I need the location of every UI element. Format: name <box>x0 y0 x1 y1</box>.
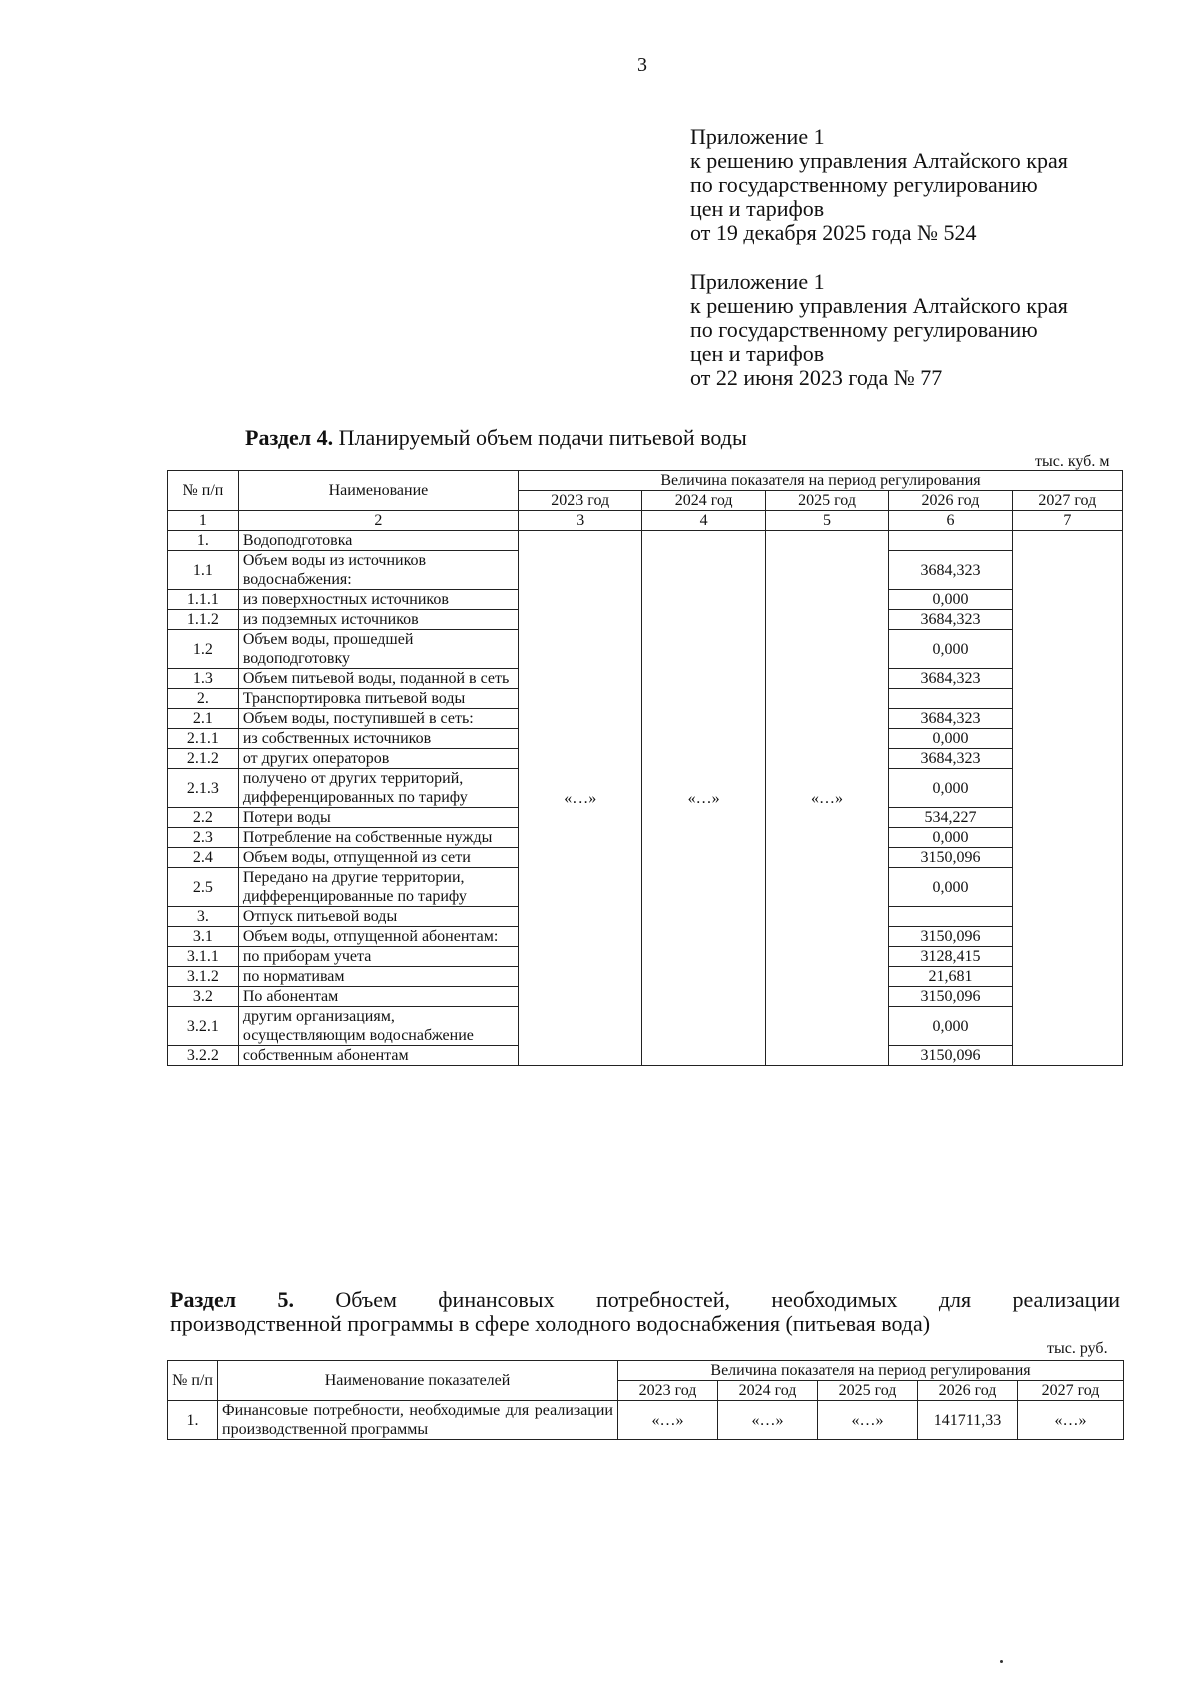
section-5-units: тыс. руб. <box>1047 1340 1108 1357</box>
row-name: из подземных источников <box>238 610 518 630</box>
value-2026 <box>889 531 1012 551</box>
value-2026: 0,000 <box>889 1007 1012 1046</box>
header-year: 2027 год <box>1012 491 1122 511</box>
value-2026: 3150,096 <box>889 927 1012 947</box>
page-number: 3 <box>637 54 647 76</box>
row-num: 2.1.1 <box>168 729 239 749</box>
row-name: Объем воды, поступившей в сеть: <box>238 709 518 729</box>
value-2024-placeholder: «…» <box>642 531 765 1066</box>
appendix-line: Приложение 1 <box>690 124 825 149</box>
header-num: № п/п <box>168 1361 218 1401</box>
row-num: 1.1.2 <box>168 610 239 630</box>
value-2026: 3150,096 <box>889 987 1012 1007</box>
row-name: Объем воды, отпущенной из сети <box>238 848 518 868</box>
table-row <box>168 1401 1124 1440</box>
row-num: 3.2.2 <box>168 1046 239 1066</box>
header-year: 2025 год <box>765 491 888 511</box>
row-num: 2.1.2 <box>168 749 239 769</box>
column-number: 4 <box>642 511 765 531</box>
row-name: другим организациям, осуществляющим водоснабжение <box>238 1007 518 1046</box>
value-2026: 3684,323 <box>889 551 1012 590</box>
column-number: 1 <box>168 511 239 531</box>
row-name: Отпуск питьевой воды <box>238 907 518 927</box>
header-year: 2023 год <box>618 1381 718 1401</box>
column-number: 7 <box>1012 511 1122 531</box>
row-name: По абонентам <box>238 987 518 1007</box>
row-num: 1. <box>168 1401 218 1440</box>
value-2026: 0,000 <box>889 590 1012 610</box>
row-name: Потребление на собственные нужды <box>238 828 518 848</box>
value-2026: 3684,323 <box>889 610 1012 630</box>
scan-speck <box>1000 1660 1003 1663</box>
row-num: 2.5 <box>168 868 239 907</box>
value-2026: 0,000 <box>889 828 1012 848</box>
value-2025: «…» <box>818 1401 918 1440</box>
row-num: 1.3 <box>168 669 239 689</box>
section-5-heading-line2: производственной программы в сфере холодного водоснабжения (питьевая вода) <box>170 1311 931 1336</box>
value-2026 <box>889 689 1012 709</box>
header-num: № п/п <box>168 471 239 511</box>
water-volume-table <box>167 470 1123 1066</box>
value-2026: 3684,323 <box>889 669 1012 689</box>
value-2026 <box>889 907 1012 927</box>
row-name: из собственных источников <box>238 729 518 749</box>
row-num: 2.1.3 <box>168 769 239 808</box>
value-2026: 0,000 <box>889 868 1012 907</box>
financial-needs-table <box>167 1360 1124 1440</box>
value-2026: 21,681 <box>889 967 1012 987</box>
row-num: 3. <box>168 907 239 927</box>
appendix-note-current <box>690 125 1170 245</box>
row-name: Объем воды из источников водоснабжения: <box>238 551 518 590</box>
value-2026: 3150,096 <box>889 1046 1012 1066</box>
appendix-line: по государственному регулированию <box>690 172 1038 197</box>
header-year: 2026 год <box>918 1381 1018 1401</box>
column-number: 5 <box>765 511 888 531</box>
row-name: получено от других территорий, дифференцированных по тарифу <box>238 769 518 808</box>
row-num: 2.2 <box>168 808 239 828</box>
water-volume-table-body <box>168 531 1123 1066</box>
section-4-label: Раздел 4. <box>245 425 334 450</box>
value-2023-placeholder: «…» <box>519 531 642 1066</box>
header-year: 2027 год <box>1018 1381 1124 1401</box>
column-number: 6 <box>889 511 1012 531</box>
appendix-line: к решению управления Алтайского края <box>690 293 1068 318</box>
value-2026: 0,000 <box>889 769 1012 808</box>
row-num: 1.1 <box>168 551 239 590</box>
row-name: Финансовые потребности, необходимые для реализации производственной программы <box>218 1401 618 1440</box>
header-year: 2023 год <box>519 491 642 511</box>
header-year: 2025 год <box>818 1381 918 1401</box>
value-2026: 3684,323 <box>889 709 1012 729</box>
value-2026: 3684,323 <box>889 749 1012 769</box>
row-name: собственным абонентам <box>238 1046 518 1066</box>
value-2027: «…» <box>1018 1401 1124 1440</box>
value-2025-placeholder: «…» <box>765 531 888 1066</box>
header-year: 2024 год <box>642 491 765 511</box>
row-num: 3.2.1 <box>168 1007 239 1046</box>
row-name: Водоподготовка <box>238 531 518 551</box>
value-2026: 3128,415 <box>889 947 1012 967</box>
section-5-title <box>170 1288 1120 1336</box>
row-num: 2.4 <box>168 848 239 868</box>
header-name: Наименование <box>238 471 518 511</box>
row-num: 1.1.1 <box>168 590 239 610</box>
row-num: 2. <box>168 689 239 709</box>
value-2026: 0,000 <box>889 630 1012 669</box>
header-year: 2024 год <box>718 1381 818 1401</box>
row-name: по приборам учета <box>238 947 518 967</box>
appendix-line: по государственному регулированию <box>690 317 1038 342</box>
row-num: 3.1 <box>168 927 239 947</box>
value-2023: «…» <box>618 1401 718 1440</box>
row-num: 3.1.2 <box>168 967 239 987</box>
value-2024: «…» <box>718 1401 818 1440</box>
row-name: Объем воды, прошедшей водоподготовку <box>238 630 518 669</box>
row-num: 3.2 <box>168 987 239 1007</box>
row-num: 1.2 <box>168 630 239 669</box>
appendix-line: цен и тарифов <box>690 341 825 366</box>
value-2027-empty <box>1012 531 1122 1066</box>
appendix-line: цен и тарифов <box>690 196 825 221</box>
section-4-title <box>245 425 747 451</box>
row-num: 2.3 <box>168 828 239 848</box>
appendix-line: от 22 июня 2023 года № 77 <box>690 365 943 390</box>
header-period: Величина показателя на период регулирования <box>618 1361 1124 1381</box>
row-name: Потери воды <box>238 808 518 828</box>
row-num: 2.1 <box>168 709 239 729</box>
value-2026: 534,227 <box>889 808 1012 828</box>
row-name: по нормативам <box>238 967 518 987</box>
section-5-heading-line1: Объем финансовых потребностей, необходимых для реализации <box>293 1287 1120 1312</box>
header-year: 2026 год <box>889 491 1012 511</box>
value-2026: 0,000 <box>889 729 1012 749</box>
table-row <box>168 531 1123 551</box>
row-name: от других операторов <box>238 749 518 769</box>
row-name: Объем воды, отпущенной абонентам: <box>238 927 518 947</box>
row-name: Передано на другие территории, дифференцированные по тарифу <box>238 868 518 907</box>
row-name: из поверхностных источников <box>238 590 518 610</box>
appendix-line: Приложение 1 <box>690 269 825 294</box>
appendix-note-original <box>690 270 1170 390</box>
column-number: 3 <box>519 511 642 531</box>
section-4-units: тыс. куб. м <box>1035 453 1110 470</box>
row-name: Транспортировка питьевой воды <box>238 689 518 709</box>
appendix-line: к решению управления Алтайского края <box>690 148 1068 173</box>
value-2026: 3150,096 <box>889 848 1012 868</box>
value-2026: 141711,33 <box>918 1401 1018 1440</box>
header-name: Наименование показателей <box>218 1361 618 1401</box>
column-number: 2 <box>238 511 518 531</box>
section-5-label: Раздел 5. <box>170 1287 294 1312</box>
section-4-heading: Планируемый объем подачи питьевой воды <box>333 425 747 450</box>
header-period: Величина показателя на период регулирования <box>519 471 1123 491</box>
row-num: 3.1.1 <box>168 947 239 967</box>
row-num: 1. <box>168 531 239 551</box>
appendix-line: от 19 декабря 2025 года № 524 <box>690 220 977 245</box>
row-name: Объем питьевой воды, поданной в сеть <box>238 669 518 689</box>
